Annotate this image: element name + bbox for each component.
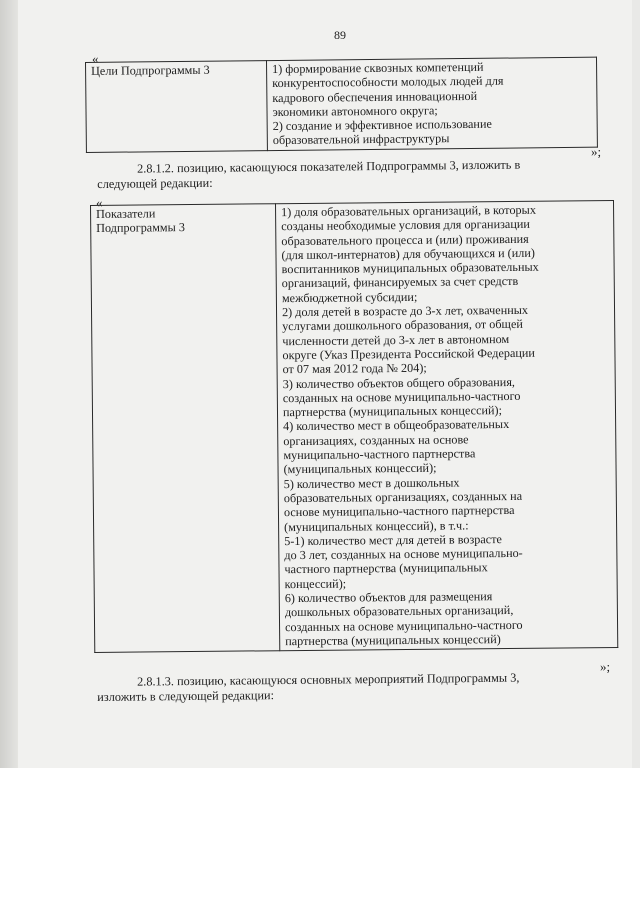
indicator-line: основе муниципально-частного партнерства xyxy=(283,503,515,520)
indicators-label: Показатели xyxy=(96,206,156,221)
indicator-line: 5) количество мест в дошкольных xyxy=(283,475,460,491)
indicator-line: 1) доля образовательных организаций, в которых xyxy=(281,202,536,220)
indicator-line: созданных на основе муниципально-частного xyxy=(282,388,521,406)
indicator-line: 5-1) количество мест для детей в возрасте xyxy=(284,531,502,548)
goals-line: экономики автономного округа; xyxy=(272,103,438,119)
indicator-line: концессий); xyxy=(284,576,347,591)
goals-line: 2) создание и эффективное использование xyxy=(272,116,492,134)
indicators-content-cell xyxy=(275,200,617,650)
indicator-line: организаций, финансируемых за счет средств xyxy=(281,274,519,291)
paragraph-2-8-1-2 xyxy=(97,157,605,192)
indicators-label-cell xyxy=(91,204,280,653)
table-row xyxy=(86,57,598,152)
indicator-line: (муниципальных концессий); xyxy=(283,461,437,477)
paragraph-line: 2.8.1.3. позицию, касающуюся основных мероприятий Подпрограммы 3, xyxy=(136,670,520,689)
indicator-line: воспитанников муниципальных образовательных xyxy=(281,259,539,277)
goals-label-cell xyxy=(86,61,268,153)
indicator-line: организациях, созданных на основе xyxy=(283,432,469,448)
goals-line: образовательной инфраструктуры xyxy=(272,131,450,148)
close-quote-1: »; xyxy=(591,144,602,159)
indicator-line: дошкольных образовательных организаций, xyxy=(284,603,514,620)
indicator-line: партнерства (муниципальных концессий); xyxy=(282,403,503,420)
indicator-line: образовательного процесса и (или) проживания xyxy=(281,231,529,248)
indicator-line: образовательных организациях, созданных на xyxy=(283,488,523,506)
indicators-label: Подпрограммы 3 xyxy=(96,220,186,236)
paragraph-line: следующей редакции: xyxy=(97,175,213,191)
indicator-line: округе (Указ Президента Российской Федерации xyxy=(282,345,535,363)
indicator-line: численности детей до 3-х лет в автономном xyxy=(282,331,510,348)
indicator-line: (муниципальных концессий), в т.ч.: xyxy=(284,517,469,534)
open-quote-1: « xyxy=(92,51,99,66)
indicator-line: услугами дошкольного образования, от общей xyxy=(282,317,523,334)
page-number: 89 xyxy=(334,28,346,42)
indicator-line: 2) доля детей в возрасте до 3-х лет, охваченных xyxy=(281,302,529,320)
paragraph-line: 2.8.1.2. позицию, касающуюся показателей Подпрограммы 3, изложить в xyxy=(136,157,521,176)
paragraph-line: изложить в следующей редакции: xyxy=(97,688,275,704)
indicator-line: межбюджетной субсидии; xyxy=(281,289,418,305)
goals-table xyxy=(85,57,598,153)
indicator-line: 3) количество объектов общего образования, xyxy=(282,374,515,391)
indicator-line: муниципально-частного партнерства xyxy=(283,446,476,463)
indicator-line: созданных на основе муниципально-частного xyxy=(284,617,523,634)
scan-edge-shadow xyxy=(0,0,18,768)
goals-label: Цели Подпрограммы 3 xyxy=(91,62,210,78)
indicator-line: 6) количество объектов для размещения xyxy=(284,589,493,606)
paragraph-2-8-1-3 xyxy=(97,670,609,705)
goals-line: конкурентоспособности молодых людей для xyxy=(272,73,504,91)
indicator-line: от 07 мая 2012 года № 204); xyxy=(282,361,427,377)
goals-content-cell xyxy=(266,57,597,150)
goals-line: кадрового обеспечения инновационной xyxy=(272,88,478,105)
indicator-line: 4) количество мест в общеобразовательных xyxy=(283,417,510,434)
indicator-line: партнерства (муниципальных концессий) xyxy=(285,631,501,649)
indicator-line: частного партнерства (муниципальных xyxy=(284,560,488,577)
open-quote-2: « xyxy=(96,195,103,210)
indicators-table xyxy=(90,200,618,653)
close-quote-2: »; xyxy=(600,659,611,674)
indicator-line: до 3 лет, созданных на основе муниципально- xyxy=(284,545,523,563)
indicator-line: (для школ-интернатов) для обучающихся и (или) xyxy=(281,245,535,263)
indicator-line: созданы необходимые условия для организации xyxy=(281,217,530,234)
goals-line: 1) формирование сквозных компетенций xyxy=(272,59,484,77)
table-row xyxy=(91,200,618,652)
